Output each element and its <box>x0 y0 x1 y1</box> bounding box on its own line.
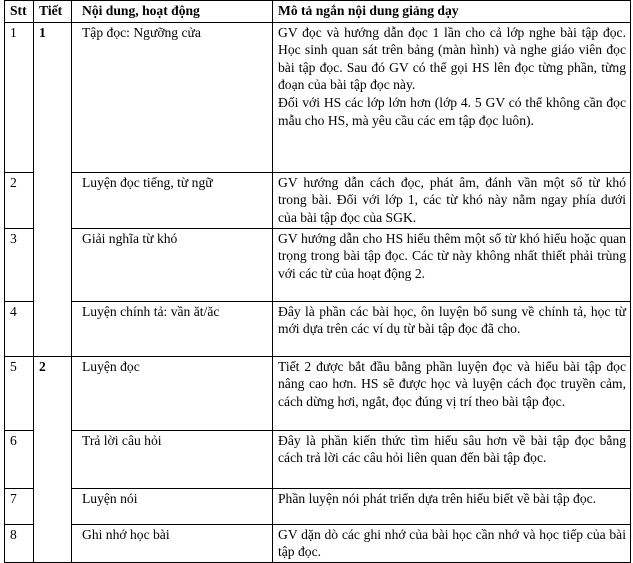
row-stt: 7 <box>5 488 34 524</box>
description-paragraph: Đối với HS các lớp lớn hơn (lớp 4. 5 GV có thể không cần đọc mẫu cho HS, mà yêu cầu các em tập đọc luôn). <box>278 94 626 128</box>
row-mo-ta <box>273 301 631 356</box>
description-paragraph: GV hướng dẫn cách đọc, phát âm, đánh vần một số từ khó trong bài. Đối với lớp 1, các từ khó này nằm ngay phía dưới của bài tập đọc của SGK. <box>278 174 626 225</box>
row-mo-ta <box>273 524 631 562</box>
row-stt: 4 <box>5 301 34 356</box>
row-noi-dung: Luyện đọc tiếng, từ ngữ <box>72 172 273 228</box>
row-stt: 3 <box>5 228 34 301</box>
row-noi-dung: Luyện đọc <box>72 356 273 430</box>
row-noi-dung: Ghi nhớ học bài <box>72 524 273 562</box>
row-noi-dung: Giải nghĩa từ khó <box>72 228 273 301</box>
description-paragraph: GV đọc và hướng dẫn đọc 1 lần cho cả lớp nghe bài tập đọc. Học sinh quan sát trên bảng (màn hình) và nghe giáo viên đọc bài tập đọc. Sau đó GV có thể gọi HS lên đọc từng phần, từng đoạn của bài tập đọc này. <box>278 24 626 93</box>
table-body <box>5 22 631 562</box>
description-paragraph: Tiết 2 được bắt đầu bằng phần luyện đọc và hiểu bài tập đọc nâng cao hơn. HS sẽ được học và luyện cách đọc truyền cảm, cách dừng hơi, ngắt, đọc đúng vị trí theo bài tập đọc. <box>278 358 626 409</box>
row-tiet <box>34 301 72 356</box>
table-row <box>5 301 631 356</box>
table-row <box>5 356 631 430</box>
table-row <box>5 22 631 172</box>
description-paragraph: Đây là phần kiến thức tìm hiểu sâu hơn về bài tập đọc bằng cách trả lời các câu hỏi liên quan đến bài tập đọc. <box>278 432 626 466</box>
row-tiet <box>34 430 72 488</box>
row-stt: 6 <box>5 430 34 488</box>
row-stt: 2 <box>5 172 34 228</box>
table-row <box>5 228 631 301</box>
table-row <box>5 172 631 228</box>
row-noi-dung: Luyện nói <box>72 488 273 524</box>
row-tiet <box>34 524 72 562</box>
description-paragraph: GV hướng dẫn cho HS hiểu thêm một số từ khó hiểu hoặc quan trọng trong bài tập đọc. Các từ này không nhất thiết phải trùng với các từ của hoạt động 2. <box>278 230 626 281</box>
description-paragraph: Đây là phần các bài học, ôn luyện bổ sung về chính tả, học từ mới dựa trên các ví dụ từ bài tập đọc đã cho. <box>278 303 626 337</box>
row-noi-dung: Tập đọc: Ngưỡng cửa <box>72 22 273 172</box>
row-stt: 1 <box>5 22 34 172</box>
table-row <box>5 524 631 562</box>
row-noi-dung: Luyện chính tả: vần ăt/ăc <box>72 301 273 356</box>
description-paragraph: Phần luyện nói phát triển dựa trên hiểu biết về bài tập đọc. <box>278 490 597 506</box>
header-noi-dung: Nội dung, hoạt động <box>72 1 273 23</box>
header-mo-ta: Mô tả ngắn nội dung giảng dạy <box>273 1 631 23</box>
row-tiet: 1 <box>34 22 72 172</box>
header-stt: Stt <box>5 1 34 23</box>
row-tiet <box>34 172 72 228</box>
table-row <box>5 488 631 524</box>
row-mo-ta <box>273 172 631 228</box>
table-row <box>5 430 631 488</box>
header-row <box>5 1 631 23</box>
row-stt: 5 <box>5 356 34 430</box>
row-tiet <box>34 228 72 301</box>
row-mo-ta <box>273 430 631 488</box>
description-paragraph: GV dặn dò các ghi nhớ của bài học cần nhớ và học tiếp của bài tập đọc. <box>278 526 626 560</box>
lesson-plan-table <box>4 0 631 563</box>
row-stt: 8 <box>5 524 34 562</box>
header-tiet: Tiết <box>34 1 72 23</box>
row-mo-ta <box>273 228 631 301</box>
row-noi-dung: Trả lời câu hỏi <box>72 430 273 488</box>
row-mo-ta <box>273 356 631 430</box>
row-tiet <box>34 488 72 524</box>
row-mo-ta <box>273 22 631 172</box>
row-tiet: 2 <box>34 356 72 430</box>
table-header <box>5 1 631 23</box>
row-mo-ta <box>273 488 631 524</box>
